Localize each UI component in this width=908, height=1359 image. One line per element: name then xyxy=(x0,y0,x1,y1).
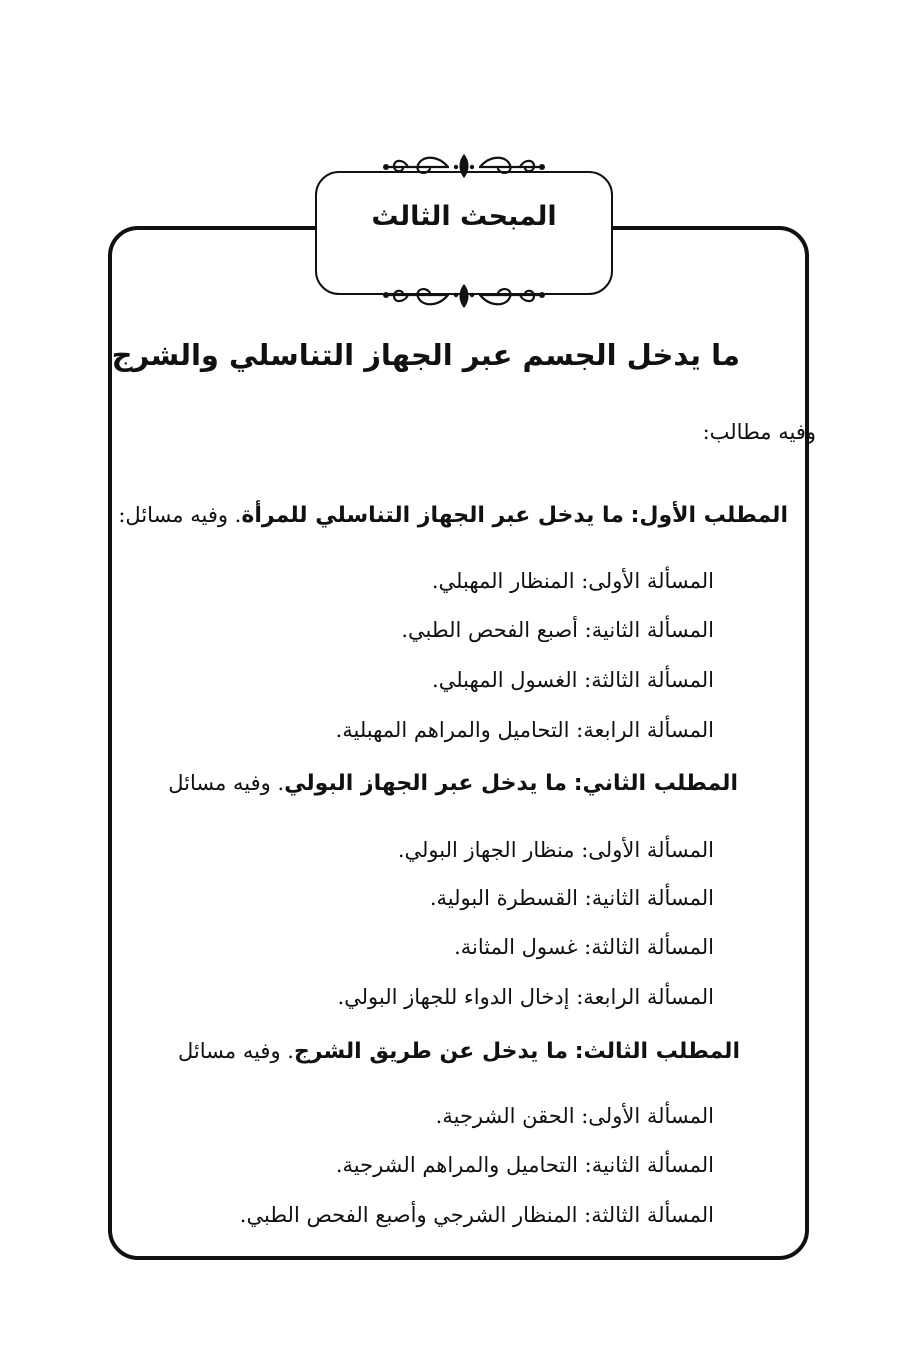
section-heading xyxy=(118,497,788,534)
section-heading xyxy=(178,1033,740,1070)
section-title: ما يدخل عبر الجهاز البولي xyxy=(284,771,568,796)
section-label: المطلب الثالث: xyxy=(574,1039,740,1064)
main-heading: ما يدخل الجسم عبر الجهاز التناسلي والشرج xyxy=(111,338,740,372)
section-title: ما يدخل عبر الجهاز التناسلي للمرأة xyxy=(241,503,624,528)
list-item: المسألة الأولى: المنظار المهبلي. xyxy=(431,569,714,593)
section-suffix: . وفيه مسائل xyxy=(178,1039,294,1063)
list-item: المسألة الرابعة: إدخال الدواء للجهاز البولي. xyxy=(337,985,714,1009)
list-item: المسألة الثانية: أصبع الفحص الطبي. xyxy=(401,618,714,642)
list-item: المسألة الثالثة: المنظار الشرجي وأصبع الفحص الطبي. xyxy=(239,1203,714,1227)
section-suffix: . وفيه مسائل: xyxy=(118,503,242,527)
intro-text: وفيه مطالب: xyxy=(702,420,816,444)
list-item: المسألة الرابعة: التحاميل والمراهم المهبلية. xyxy=(335,718,714,742)
list-item: المسألة الثانية: القسطرة البولية. xyxy=(429,886,714,910)
section-suffix: . وفيه مسائل xyxy=(168,771,285,795)
chapter-title: المبحث الثالث xyxy=(371,201,557,232)
section-title: ما يدخل عن طريق الشرج xyxy=(293,1039,568,1064)
list-item: المسألة الثانية: التحاميل والمراهم الشرجية. xyxy=(335,1153,714,1177)
list-item: المسألة الأولى: منظار الجهاز البولي. xyxy=(397,838,714,862)
top-ornament-icon xyxy=(378,151,550,181)
list-item: المسألة الثالثة: غسول المثانة. xyxy=(454,935,714,959)
section-label: المطلب الثاني: xyxy=(573,771,738,796)
list-item: المسألة الثالثة: الغسول المهبلي. xyxy=(432,668,714,692)
list-item: المسألة الأولى: الحقن الشرجية. xyxy=(435,1104,714,1128)
section-heading xyxy=(168,765,738,802)
bottom-ornament-icon xyxy=(378,281,550,311)
section-label: المطلب الأول: xyxy=(630,503,788,528)
